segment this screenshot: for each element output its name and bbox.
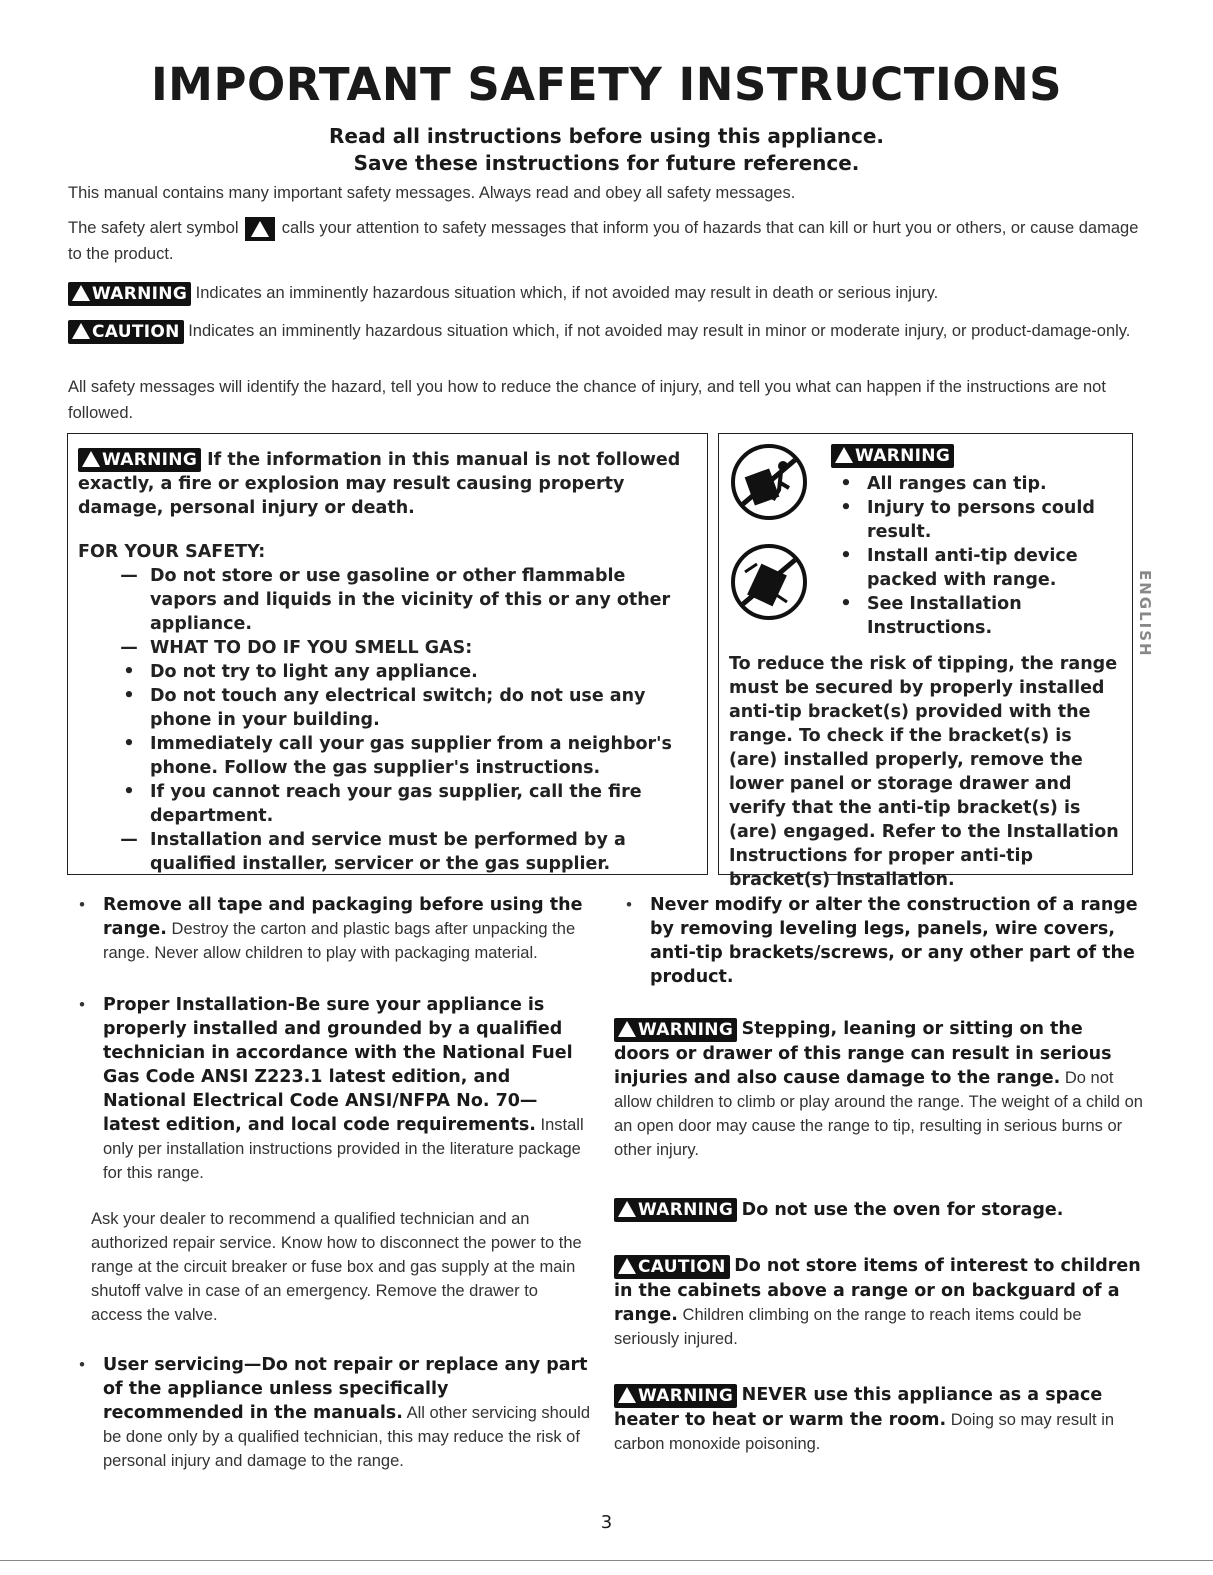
safety-item bbox=[114, 660, 694, 684]
warning-badge bbox=[614, 1018, 737, 1042]
bullet-mark: • bbox=[79, 996, 85, 1014]
caution-badge-label: CAUTION bbox=[638, 1256, 726, 1277]
warning-badge bbox=[614, 1198, 737, 1222]
safety-item bbox=[114, 684, 694, 732]
installation-bold: Proper Installation-Be sure your appliance is properly installed and grounded by a qualified technician in accordance with the National Fuel Gas Code ANSI Z223.1 latest edition, and National Electrical Code ANSI/NFPA No. 70—latest edition, and local code requirements. bbox=[103, 995, 573, 1135]
doors-warning-bold: Stepping, leaning or sitting on the doors or drawer of this range can result in serious injuries and also cause damage to the range. bbox=[614, 1019, 1112, 1088]
for-your-safety-heading: FOR YOUR SAFETY: bbox=[78, 542, 266, 562]
safety-item bbox=[114, 636, 694, 660]
safety-item bbox=[114, 780, 694, 828]
list-item bbox=[614, 893, 1144, 989]
storage-warning bbox=[614, 1198, 1144, 1223]
gas-warning-lead-text: If the information in this manual is not followed exactly, a fire or explosion may result causing property damage, personal injury or death. bbox=[78, 450, 681, 518]
caution-badge bbox=[614, 1255, 730, 1279]
children-caution-bold: Do not store items of interest to children in the cabinets above a range or on backguard of a range. bbox=[614, 1256, 1141, 1325]
modify-warning: Never modify or alter the construction of a range by removing leveling legs, panels, wire covers, anti-tip brackets/screws, or any other part of the product. bbox=[650, 895, 1138, 987]
item-mark: — bbox=[120, 830, 138, 850]
space-heater-text: Doing so may result in carbon monoxide poisoning. bbox=[614, 1410, 1115, 1453]
warning-badge bbox=[78, 448, 201, 472]
tip-over-pictogram-1 bbox=[729, 442, 809, 522]
installation-text: Install only per installation instructions provided in the literature package for this range. bbox=[103, 1116, 584, 1182]
safety-item-list bbox=[114, 564, 694, 876]
item-mark: • bbox=[123, 662, 135, 682]
page-title: IMPORTANT SAFETY INSTRUCTIONS bbox=[150, 58, 1063, 111]
warning-badge bbox=[831, 444, 954, 468]
tip-bullet-text: Injury to persons could result. bbox=[867, 498, 1095, 542]
bullet-mark: • bbox=[626, 896, 632, 914]
intro-paragraph-1: This manual contains many important safety messages. Always read and obey all safety messages. bbox=[68, 184, 796, 202]
caution-badge-label: CAUTION bbox=[92, 321, 180, 342]
tip-warning-box bbox=[718, 433, 1133, 890]
packaging-text: Destroy the carton and plastic bags after unpacking the range. Never allow children to play with packaging material. bbox=[103, 920, 576, 962]
servicing-bold: User servicing—Do not repair or replace any part of the appliance unless specifically recommended in the manuals. bbox=[103, 1355, 588, 1423]
page-number: 3 bbox=[600, 1512, 613, 1533]
footer-rule bbox=[0, 1560, 1213, 1561]
alert-triangle-icon bbox=[72, 285, 90, 301]
space-heater-warning bbox=[614, 1383, 1144, 1456]
dealer-paragraph: Ask your dealer to recommend a qualified technician and an authorized repair service. Know how to disconnect the power to the range at the circuit breaker or fuse box and gas supply at the main shutoff valve in case of an emergency. Remove the drawer to access the valve. bbox=[91, 1210, 582, 1324]
intro-paragraph-2 bbox=[68, 215, 1143, 267]
list-item bbox=[67, 893, 592, 965]
list-item bbox=[67, 1353, 592, 1473]
warning-badge-label: WARNING bbox=[92, 283, 188, 304]
caution-definition bbox=[68, 318, 1143, 344]
tip-bullet-text: See Installation Instructions. bbox=[867, 594, 1022, 638]
item-text: WHAT TO DO IF YOU SMELL GAS: bbox=[150, 638, 473, 658]
space-heater-bold: NEVER use this appliance as a space heater to heat or warm the room. bbox=[614, 1384, 1103, 1430]
item-mark: • bbox=[123, 782, 135, 802]
gas-warning-lead bbox=[78, 448, 698, 520]
bullet-mark: • bbox=[840, 474, 852, 494]
warning-badge-label: WARNING bbox=[638, 1019, 734, 1040]
tip-bullet bbox=[831, 592, 1121, 640]
caution-definition-text: Indicates an imminently hazardous situation which, if not avoided may result in minor or moderate injury, or product-damage-only. bbox=[188, 322, 1131, 340]
tip-bullet-text: All ranges can tip. bbox=[867, 474, 1047, 494]
item-text: Do not touch any electrical switch; do not use any phone in your building. bbox=[150, 686, 646, 730]
warning-badge-label: WARNING bbox=[638, 1385, 734, 1406]
warning-badge bbox=[614, 1384, 737, 1408]
alert-triangle-icon bbox=[618, 1258, 636, 1274]
tip-over-pictogram-2 bbox=[729, 542, 809, 622]
tip-bullet-list bbox=[831, 472, 1121, 640]
doors-warning-text: Do not allow children to climb or play around the range. The weight of a child on an open door may cause the range to tip, resulting in serious burns or other injury. bbox=[614, 1068, 1143, 1159]
warning-badge bbox=[68, 282, 191, 306]
tip-bullet bbox=[831, 496, 1121, 544]
intro-paragraph-3: All safety messages will identify the hazard, tell you how to reduce the chance of injury, and tell you what can happen if the instructions are not followed. bbox=[68, 378, 1106, 422]
bullet-mark: • bbox=[840, 546, 852, 566]
warning-badge-label: WARNING bbox=[638, 1200, 734, 1221]
intro-p2-end: calls your attention to safety messages that inform you of hazards that can kill or hurt you or others, or cause damage to the product. bbox=[68, 219, 1139, 263]
right-column bbox=[614, 893, 1144, 1456]
item-mark: • bbox=[123, 734, 135, 754]
tip-warning-badge-wrap bbox=[831, 444, 954, 468]
item-text: If you cannot reach your gas supplier, call the fire department. bbox=[150, 782, 642, 826]
servicing-text: All other servicing should be done only by a qualified technician, this may reduce the risk of personal injury and damage to the range. bbox=[103, 1404, 591, 1470]
packaging-bold: Remove all tape and packaging before using the range. bbox=[103, 895, 583, 939]
tip-instructions-text: To reduce the risk of tipping, the range must be secured by properly installed anti-tip bracket(s) provided with the range. To check if the bracket(s) is (are) installed properly, remove the lower panel or storage drawer and verify that the anti-tip bracket(s) is (are) engaged. Refer to the Installation Instructions for proper anti-tip bracket(s) installation. bbox=[729, 654, 1119, 890]
gas-warning-box bbox=[67, 433, 708, 875]
item-mark: — bbox=[120, 638, 138, 658]
intro-p2-start: The safety alert symbol bbox=[68, 219, 239, 237]
item-text: Do not try to light any appliance. bbox=[150, 662, 478, 682]
caution-badge bbox=[68, 320, 184, 344]
warning-badge-label: WARNING bbox=[855, 446, 951, 466]
item-text: Installation and service must be performed by a qualified installer, servicer or the gas supplier. bbox=[150, 830, 626, 874]
subheading-read: Read all instructions before using this appliance. bbox=[328, 124, 885, 148]
alert-triangle-icon bbox=[618, 1201, 636, 1217]
side-language-label: ENGLISH bbox=[1136, 570, 1154, 658]
alert-triangle-icon bbox=[618, 1387, 636, 1403]
safety-alert-icon bbox=[245, 217, 275, 241]
safety-item bbox=[114, 732, 694, 780]
children-caution bbox=[614, 1254, 1144, 1351]
left-column bbox=[67, 893, 592, 1473]
doors-warning bbox=[614, 1017, 1144, 1162]
storage-warning-bold: Do not use the oven for storage. bbox=[741, 1199, 1064, 1220]
item-text: Immediately call your gas supplier from a neighbor's phone. Follow the gas supplier's instructions. bbox=[150, 734, 672, 778]
bullet-mark: • bbox=[840, 498, 852, 518]
list-item bbox=[67, 993, 592, 1185]
bullet-mark: • bbox=[840, 594, 852, 614]
item-text: Do not store or use gasoline or other flammable vapors and liquids in the vicinity of this or any other appliance. bbox=[150, 566, 671, 634]
tip-bullet bbox=[831, 472, 1121, 496]
tip-bullet-text: Install anti-tip device packed with range. bbox=[867, 546, 1078, 590]
bullet-mark: • bbox=[79, 896, 85, 914]
warning-definition-text: Indicates an imminently hazardous situation which, if not avoided may result in death or serious injury. bbox=[195, 284, 939, 302]
safety-item bbox=[114, 564, 694, 636]
alert-triangle-icon bbox=[82, 451, 100, 467]
warning-definition bbox=[68, 280, 1143, 306]
item-mark: • bbox=[123, 686, 135, 706]
alert-triangle-icon bbox=[618, 1021, 636, 1037]
alert-triangle-icon bbox=[835, 447, 853, 463]
item-mark: — bbox=[120, 566, 138, 586]
subheading-save: Save these instructions for future reference. bbox=[353, 151, 860, 175]
warning-badge-label: WARNING bbox=[102, 450, 198, 470]
alert-triangle-icon bbox=[72, 323, 90, 339]
children-caution-text: Children climbing on the range to reach items could be seriously injured. bbox=[614, 1305, 1082, 1348]
safety-item bbox=[114, 828, 694, 876]
bullet-mark: • bbox=[79, 1356, 85, 1374]
tip-bullet bbox=[831, 544, 1121, 592]
